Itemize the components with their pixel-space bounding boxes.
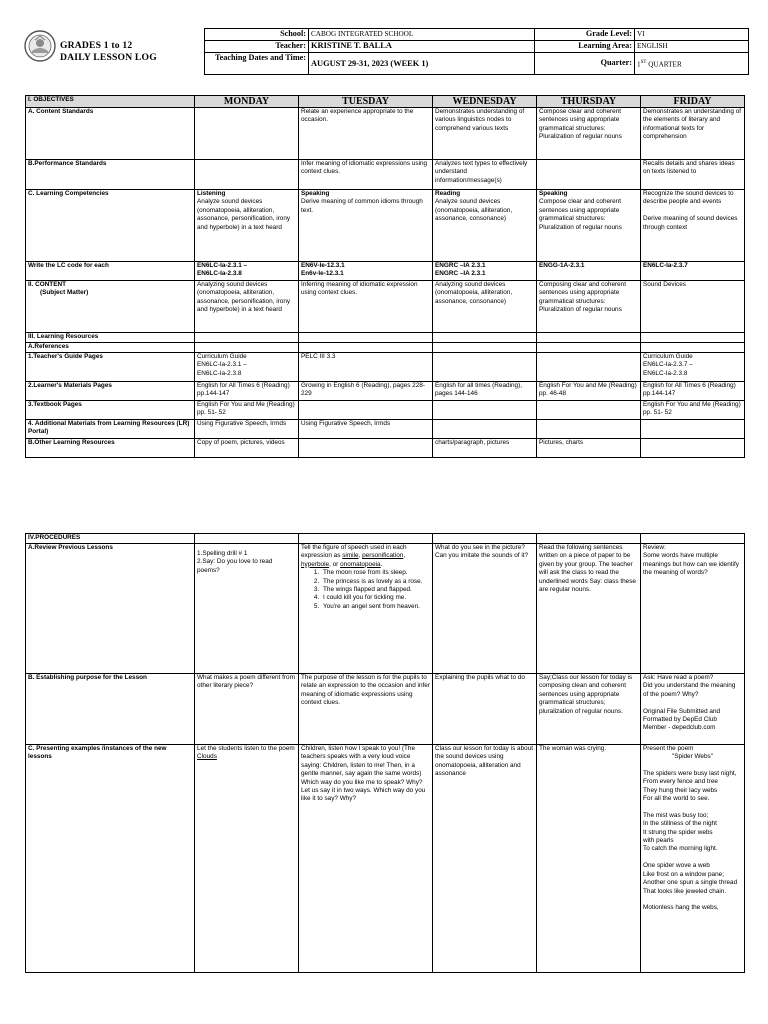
poem-title: "Spider Webs": [671, 753, 713, 761]
content-standards-label: A. Content Standards: [26, 108, 195, 160]
teacher-label: Teacher:: [205, 41, 309, 53]
establishing-purpose-label: B. Establishing purpose for the Lesson: [26, 674, 195, 745]
cell-thu: Compose clear and coherent sentences using appropriate grammatical structures: Pluralization of regular nouns: [537, 108, 641, 160]
cell-tue: The purpose of the lesson is for the pupils to relate an expression to the occasion and infer meaning of idiomatic expressions using context clues.: [299, 674, 433, 745]
poem-text: The spiders were busy last night, From every fence and tree They hung their lacy webs For all the world to see. The mist was busy too; In the stillness of the night It strung the spider webs with pearls To catch the morning light. One spider wove a web Like frost on a window pane; Another one spun a single thread That looks like jeweled chain. Motionless hang the webs,: [643, 769, 738, 912]
content-label-line-1: II. CONTENT: [28, 281, 66, 288]
procedures-table: [25, 533, 745, 973]
simile-term: simile: [342, 552, 359, 560]
day-header-wednesday: WEDNESDAY: [433, 96, 537, 108]
personification-term: personification: [362, 552, 404, 560]
cell-fri: English For You and Me (Reading) pp. 51- 52: [641, 401, 745, 420]
table-row: [26, 401, 745, 420]
cell-thu: Composing clear and coherent sentences using appropriate grammatical structures: Pluralization of regular nouns: [537, 281, 641, 333]
grade-level-value: VI: [635, 29, 749, 41]
table-row: [26, 333, 745, 343]
learning-area-label: Learning Area:: [535, 41, 635, 53]
cell-fri: Recognize the sound devices to describe people and events Derive meaning of sound devices through context: [641, 190, 745, 262]
cell-tue: [299, 439, 433, 458]
skill-heading: Speaking: [539, 190, 568, 197]
title-line-1: GRADES 1 to 12: [60, 40, 133, 51]
list-item: 2. The princess is as lovely as a rose.: [321, 578, 430, 586]
objectives-table: [25, 95, 745, 458]
hyperbole-term: hyperbole: [301, 560, 330, 568]
list-item: 5. You're an angel sent from heaven.: [321, 603, 430, 611]
list-item: 3. The wings flapped and flapped.: [321, 586, 430, 594]
cell-wed: charts/paragraph, pictures: [433, 439, 537, 458]
cell-thu: [537, 190, 641, 262]
competency-text: Analyze sound devices (onomatopoeia, alliteration, assonance, consonance): [435, 198, 513, 223]
content-label: [26, 281, 195, 333]
performance-standards-label: B.Performance Standards: [26, 160, 195, 190]
list-item: 1. The moon rose from its sleep.: [321, 569, 430, 577]
cell-tue: Infer meaning of idiomatic expressions using context clues.: [299, 160, 433, 190]
learning-resources-heading: III. Learning Resources: [26, 333, 195, 343]
separator-text: ,: [403, 552, 406, 560]
cell-wed: Demonstrates understanding of various linguistics nodes to comprehend various texts: [433, 108, 537, 160]
cell-mon: What makes a poem different from other literary piece?: [195, 674, 299, 745]
deped-seal-logo: [24, 30, 56, 62]
cell-mon: Using Figurative Speech, Irmds: [195, 420, 299, 439]
table-row: [26, 190, 745, 262]
cell-tue: Growing in English 6 (Reading), pages 228-229: [299, 382, 433, 401]
onomatopoeia-term: onomatopoeia: [340, 560, 381, 568]
cell-mon: [195, 190, 299, 262]
cell-mon: English for All Times 6 (Reading) pp.144-147: [195, 382, 299, 401]
cell-tue: Relate an experience appropriate to the occasion.: [299, 108, 433, 160]
cell-thu: English For You and Me (Reading) pp. 46-48: [537, 382, 641, 401]
school-label: School:: [205, 29, 309, 41]
lc-code-label: Write the LC code for each: [26, 262, 195, 281]
school-value: CABOG INTEGRATED SCHOOL: [309, 29, 535, 41]
review-intro-text: Tell the figure of speech used in each expression as: [301, 544, 407, 560]
table-row: [26, 534, 745, 544]
learning-competencies-label: C. Learning Competencies: [26, 190, 195, 262]
cell-fri: Review: Some words have multiple meanings but how can we identify the meaning of words?: [641, 544, 745, 674]
cell-thu: [537, 420, 641, 439]
cell-thu: [537, 353, 641, 382]
cell-mon: [195, 108, 299, 160]
cell-mon: Copy of poem, pictures, videos: [195, 439, 299, 458]
separator-text: ,: [358, 552, 363, 560]
other-resources-label: B.Other Learning Resources: [26, 439, 195, 458]
list-item: 4. I could kill you for tickling me.: [321, 594, 430, 602]
table-row: [26, 420, 745, 439]
cell-wed: What do you see in the picture? Can you imitate the sounds of it?: [433, 544, 537, 674]
poem-title-clouds: Clouds: [197, 753, 217, 761]
table-row: [26, 353, 745, 382]
document-title: [60, 40, 157, 64]
cell-wed: [433, 353, 537, 382]
grade-level-label: Grade Level:: [535, 29, 635, 41]
table-row: [26, 160, 745, 190]
cell-thu: ENGG-1A-2.3.1: [537, 262, 641, 281]
procedures-heading: IV.PROCEDURES: [26, 534, 195, 544]
quarter-suffix: ST: [640, 59, 647, 65]
cell-fri: Sound Devices: [641, 281, 745, 333]
day-header-friday: FRIDAY: [641, 96, 745, 108]
teachers-guide-label: 1.Teacher's Guide Pages: [26, 353, 195, 382]
teaching-dates-label: Teaching Dates and Time:: [205, 53, 309, 75]
cell-fri: Curriculum Guide EN6LC-Ia-2.3.7 – EN6LC-Ia-2.3.8: [641, 353, 745, 382]
cell-wed: Class our lesson for today is about the sound devices using onomatopoeia, alliteration and assonance: [433, 745, 537, 973]
cell-mon: English For You and Me (Reading) pp. 51- 52: [195, 401, 299, 420]
header-info-table: [204, 28, 749, 75]
table-row: [26, 674, 745, 745]
quarter-text: QUARTER: [646, 60, 682, 69]
table-row: [26, 262, 745, 281]
cell-fri: English for All Times 6 (Reading) pp.144-147: [641, 382, 745, 401]
day-header-tuesday: TUESDAY: [299, 96, 433, 108]
learners-materials-label: 2.Learner's Materials Pages: [26, 382, 195, 401]
cell-wed: Analyzes text types to effectively understand information/message(s): [433, 160, 537, 190]
cell-fri: Demonstrates an understanding of the elements of literary and informational texts for comprehension: [641, 108, 745, 160]
quarter-value: [635, 53, 749, 75]
competency-text: Analyze sound devices (onomatopoeia, alliteration, assonance, personification, irony and hyperbole) in a text heard: [197, 198, 291, 231]
objectives-heading: I. OBJECTIVES: [26, 96, 195, 108]
competency-text: Compose clear and coherent sentences using appropriate grammatical structures: Pluralization of regular nouns: [539, 198, 622, 231]
teaching-dates-value: AUGUST 29-31, 2023 (WEEK 1): [309, 53, 535, 75]
cell-wed: Explaining the pupils what to do: [433, 674, 537, 745]
presenting-examples-label: C. Presenting examples /instances of the new lessons: [26, 745, 195, 973]
cell-fri: [641, 745, 745, 973]
cell-thu: The woman was crying.: [537, 745, 641, 973]
cell-wed: [433, 401, 537, 420]
cell-wed: [433, 190, 537, 262]
cell-tue: Inferring meaning of idiomatic expression using context clues.: [299, 281, 433, 333]
quarter-number: 1: [637, 60, 641, 69]
cell-fri: EN6LC-Ia-2.3.7: [641, 262, 745, 281]
cell-mon: Curriculum Guide EN6LC-Ia-2.3.1 – EN6LC-Ia-2.3.8: [195, 353, 299, 382]
title-line-2: DAILY LESSON LOG: [60, 52, 157, 63]
cell-wed: [433, 420, 537, 439]
competency-text: Derive meaning of common idioms through text.: [301, 198, 423, 214]
cell-fri: [641, 439, 745, 458]
table-row: [26, 439, 745, 458]
table-row: [26, 544, 745, 674]
cell-wed: ENGRC –IA 2.3.1 ENGRC –IA 2.3.1: [433, 262, 537, 281]
content-label-line-2: (Subject Matter): [40, 289, 89, 297]
cell-fri: Ask: Have read a poem? Did you understand the meaning of the poem? Why? Original File Submitted and Formatted by DepEd Club Member - depedclub.com: [641, 674, 745, 745]
cell-thu: Say;Class our lesson for today is composing clean and coherent sentences using appropriate grammatical structures; pluralization of regular nouns.: [537, 674, 641, 745]
cell-wed: Analyzing sound devices (onomatopoeia, alliteration, assonance, consonance): [433, 281, 537, 333]
cell-thu: [537, 401, 641, 420]
cell-thu: Read the following sentences written on a piece of paper to be given by your group. The teacher will ask the class to read the underlined words Say: class these are regular nouns.: [537, 544, 641, 674]
quarter-label: Quarter:: [535, 53, 635, 75]
cell-mon: Analyzing sound devices (onomatopoeia, alliteration, assonance, personification, irony and hyperbole) in a text heard: [195, 281, 299, 333]
table-row: [26, 382, 745, 401]
cell-tue: [299, 190, 433, 262]
references-label: A.References: [26, 343, 195, 353]
cell-tue: EN6V-Ie-12.3.1 En6v-Ie-12.3.1: [299, 262, 433, 281]
separator-text: , or: [329, 560, 341, 568]
cell-tue: Using Figurative Speech, Irmds: [299, 420, 433, 439]
presenting-text: Let the students listen to the poem: [197, 745, 295, 752]
cell-tue: [299, 544, 433, 674]
skill-heading: Speaking: [301, 190, 330, 197]
cell-mon: 1.Spelling drill # 1 2.Say: Do you love to read poems?: [195, 544, 299, 674]
cell-tue: Children, listen how I speak to you! (The teachers speaks with a very loud voice saying: Children, listen to me! Then, in a gentle manner, say again the same words) Which way do you like me to speak? Why? Let us say it in two ways. Which way do you like it to say? Why?: [299, 745, 433, 973]
skill-heading: Listening: [197, 190, 226, 197]
cell-fri: Recalls details and shares ideas on texts listened to: [641, 160, 745, 190]
review-instruction: [301, 544, 430, 569]
teacher-value: KRISTINE T. BALLA: [309, 41, 535, 53]
cell-fri: [641, 420, 745, 439]
skill-heading: Reading: [435, 190, 461, 197]
poem-intro: Present the poem: [643, 745, 694, 752]
table-row: [26, 281, 745, 333]
cell-thu: Pictures, charts: [537, 439, 641, 458]
cell-mon: EN6LC-Ia-2.3.1 – EN6LC-Ia-2.3.8: [195, 262, 299, 281]
cell-thu: [537, 160, 641, 190]
learning-area-value: ENGLISH: [635, 41, 749, 53]
review-items-list: [301, 569, 430, 611]
additional-materials-label: 4. Additional Materials from Learning Resources (LR) Portal): [26, 420, 195, 439]
table-row: [26, 745, 745, 973]
cell-tue: [299, 401, 433, 420]
table-row: [26, 343, 745, 353]
cell-wed: English for all times (Reading), pages 144-146: [433, 382, 537, 401]
cell-mon: [195, 160, 299, 190]
cell-tue: PELC III 3.3: [299, 353, 433, 382]
day-header-monday: MONDAY: [195, 96, 299, 108]
separator-text: .: [380, 560, 383, 568]
cell-mon: [195, 745, 299, 973]
review-lessons-label: A.Review Previous Lessons: [26, 544, 195, 674]
table-row: [26, 108, 745, 160]
day-header-thursday: THURSDAY: [537, 96, 641, 108]
textbook-label: 3.Textbook Pages: [26, 401, 195, 420]
